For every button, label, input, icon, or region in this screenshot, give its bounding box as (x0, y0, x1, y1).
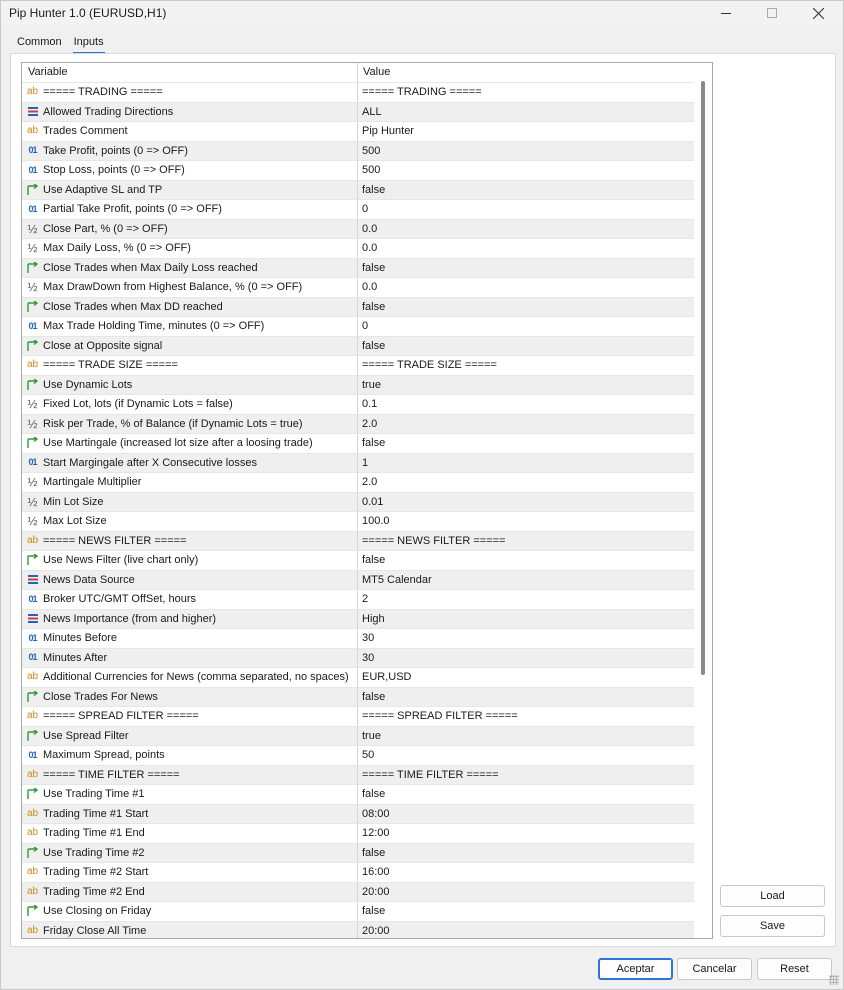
integer-type-icon: 01 (28, 164, 37, 175)
integer-type-icon: 01 (28, 320, 37, 331)
table-row[interactable] (22, 297, 694, 317)
double-type-icon: ½ (27, 280, 38, 295)
variable-cell (22, 103, 358, 122)
value-cell[interactable]: 0.0 (362, 281, 378, 294)
value-cell[interactable]: false (362, 554, 386, 567)
variable-cell (22, 493, 358, 512)
table-row[interactable] (22, 258, 694, 278)
string-type-icon: ab (26, 671, 39, 683)
table-row[interactable] (22, 316, 694, 336)
variable-cell (22, 83, 358, 102)
variable-label: Friday Close All Time (43, 924, 147, 937)
bool-type-icon (25, 690, 40, 703)
variable-label: Max DrawDown from Highest Balance, % (0 => OFF) (43, 281, 303, 294)
value-cell[interactable]: MT5 Calendar (362, 573, 432, 586)
value-cell[interactable]: ===== SPREAD FILTER ===== (362, 710, 518, 723)
value-cell[interactable]: ===== NEWS FILTER ===== (362, 534, 506, 547)
variable-cell (22, 590, 358, 609)
string-type-icon: ab (26, 86, 39, 98)
variable-cell (22, 434, 358, 453)
table-row[interactable] (22, 882, 694, 902)
variable-cell (22, 805, 358, 824)
variable-label: Close Trades For News (43, 690, 158, 703)
integer-type-icon: 01 (28, 749, 37, 760)
bool-type-icon (25, 183, 40, 196)
table-row[interactable] (22, 199, 694, 219)
variable-cell (22, 220, 358, 239)
variable-label: Use Dynamic Lots (43, 378, 133, 391)
grid-rows (22, 82, 694, 939)
double-type-icon: ½ (27, 241, 38, 256)
variable-cell (22, 727, 358, 746)
string-type-icon: ab (26, 924, 39, 936)
value-cell[interactable]: false (362, 690, 386, 703)
variable-label: Use Closing on Friday (43, 905, 152, 918)
value-cell[interactable]: false (362, 846, 386, 859)
bool-type-icon (25, 437, 40, 450)
variable-cell (22, 746, 358, 765)
bool-type-icon (25, 905, 40, 918)
table-row[interactable] (22, 765, 694, 785)
tab-bar (11, 34, 110, 54)
variable-label: Additional Currencies for News (comma separated, no spaces) (43, 671, 349, 684)
variable-label: Use Trading Time #2 (43, 846, 145, 859)
table-row[interactable] (22, 804, 694, 824)
integer-type-icon: 01 (28, 203, 37, 214)
bool-type-icon (25, 729, 40, 742)
value-cell[interactable]: ===== TRADE SIZE ===== (362, 359, 497, 372)
grid-scrollbar[interactable] (694, 63, 712, 938)
variable-label: Allowed Trading Directions (43, 105, 174, 118)
variable-cell (22, 395, 358, 414)
variable-cell (22, 298, 358, 317)
variable-cell (22, 766, 358, 785)
string-type-icon: ab (26, 710, 39, 722)
integer-type-icon: 01 (28, 593, 37, 604)
value-cell[interactable]: 0 (362, 320, 369, 333)
string-type-icon: ab (26, 768, 39, 780)
window-title: Pip Hunter 1.0 (EURUSD,H1) (9, 6, 167, 20)
variable-cell (22, 629, 358, 648)
string-type-icon: ab (26, 359, 39, 371)
table-row[interactable] (22, 277, 694, 297)
variable-cell (22, 376, 358, 395)
variable-label: Use Trading Time #1 (43, 788, 145, 801)
table-row[interactable] (22, 141, 694, 161)
enum-type-icon (25, 105, 40, 118)
value-cell[interactable]: High (362, 612, 385, 625)
variable-label: ===== TIME FILTER ===== (43, 768, 180, 781)
table-row[interactable] (22, 492, 694, 512)
value-cell[interactable]: Pip Hunter (362, 125, 414, 138)
variable-label: Minutes Before (43, 632, 117, 645)
variable-cell (22, 181, 358, 200)
double-type-icon: ½ (27, 221, 38, 236)
table-row[interactable] (22, 843, 694, 863)
value-cell[interactable]: 500 (362, 164, 381, 177)
variable-label: Broker UTC/GMT OffSet, hours (43, 593, 197, 606)
table-row[interactable] (22, 706, 694, 726)
value-cell[interactable]: 1 (362, 456, 369, 469)
table-row[interactable] (22, 82, 694, 102)
variable-label: Use Adaptive SL and TP (43, 183, 163, 196)
variable-label: Use Spread Filter (43, 729, 129, 742)
table-row[interactable] (22, 667, 694, 687)
variable-label: Risk per Trade, % of Balance (if Dynamic Lots = true) (43, 417, 303, 430)
double-type-icon: ½ (27, 494, 38, 509)
table-row[interactable] (22, 648, 694, 668)
variable-cell (22, 200, 358, 219)
integer-type-icon: 01 (28, 632, 37, 643)
value-cell[interactable]: ALL (362, 105, 382, 118)
variable-cell (22, 863, 358, 882)
value-cell[interactable]: false (362, 339, 386, 352)
variable-cell (22, 415, 358, 434)
table-row[interactable] (22, 433, 694, 453)
value-cell[interactable]: ===== TIME FILTER ===== (362, 768, 499, 781)
double-type-icon: ½ (27, 475, 38, 490)
value-cell[interactable]: 100.0 (362, 515, 390, 528)
variable-cell (22, 785, 358, 804)
variable-label: Use News Filter (live chart only) (43, 554, 199, 567)
table-row[interactable] (22, 531, 694, 551)
variable-label: Trading Time #1 Start (43, 807, 149, 820)
variable-label: Stop Loss, points (0 => OFF) (43, 164, 185, 177)
variable-label: Minutes After (43, 651, 108, 664)
table-row[interactable] (22, 414, 694, 434)
value-cell[interactable]: false (362, 300, 386, 313)
variable-label: Max Lot Size (43, 515, 107, 528)
bool-type-icon (25, 378, 40, 391)
variable-label: Take Profit, points (0 => OFF) (43, 144, 188, 157)
table-row[interactable] (22, 609, 694, 629)
variable-cell (22, 707, 358, 726)
value-cell[interactable]: 0 (362, 203, 369, 216)
value-cell[interactable]: 30 (362, 651, 375, 664)
bool-type-icon (25, 846, 40, 859)
variable-label: News Importance (from and higher) (43, 612, 217, 625)
value-cell[interactable]: false (362, 437, 386, 450)
value-cell[interactable]: 2.0 (362, 417, 378, 430)
variable-cell (22, 473, 358, 492)
variable-cell (22, 844, 358, 863)
cancel-button[interactable]: Cancelar (677, 958, 752, 980)
variable-cell (22, 512, 358, 531)
variable-label: Start Margingale after X Consecutive losses (43, 456, 257, 469)
variable-cell (22, 317, 358, 336)
integer-type-icon: 01 (28, 457, 37, 468)
variable-label: ===== TRADING ===== (43, 86, 163, 99)
table-row[interactable] (22, 238, 694, 258)
value-cell[interactable]: 500 (362, 144, 381, 157)
enum-type-icon (25, 612, 40, 625)
variable-label: ===== NEWS FILTER ===== (43, 534, 187, 547)
variable-cell (22, 259, 358, 278)
variable-label: ===== TRADE SIZE ===== (43, 359, 178, 372)
column-header-value[interactable]: Value (363, 66, 391, 78)
variable-label: Use Martingale (increased lot size after a loosing trade) (43, 437, 313, 450)
variable-label: Partial Take Profit, points (0 => OFF) (43, 203, 222, 216)
table-row[interactable] (22, 921, 694, 940)
string-type-icon: ab (26, 827, 39, 839)
accept-button[interactable]: Aceptar (598, 958, 673, 980)
variable-cell (22, 688, 358, 707)
bool-type-icon (25, 788, 40, 801)
double-type-icon: ½ (27, 416, 38, 431)
variable-cell (22, 122, 358, 141)
table-row[interactable] (22, 589, 694, 609)
variable-cell (22, 551, 358, 570)
variable-label: Max Trade Holding Time, minutes (0 => OFF) (43, 320, 265, 333)
table-row[interactable] (22, 160, 694, 180)
table-row[interactable] (22, 355, 694, 375)
variable-label: Trading Time #2 Start (43, 866, 149, 879)
table-row[interactable] (22, 180, 694, 200)
variable-label: Trading Time #1 End (43, 827, 145, 840)
table-row[interactable] (22, 570, 694, 590)
enum-type-icon (25, 573, 40, 586)
variable-cell (22, 356, 358, 375)
double-type-icon: ½ (27, 514, 38, 529)
load-button[interactable]: Load (720, 885, 825, 907)
variable-label: Close Trades when Max Daily Loss reached (43, 261, 258, 274)
table-row[interactable] (22, 784, 694, 804)
tab-common[interactable]: Common (17, 36, 62, 48)
table-row[interactable] (22, 375, 694, 395)
tab-inputs[interactable]: Inputs (68, 34, 110, 54)
save-button[interactable]: Save (720, 915, 825, 937)
variable-cell (22, 883, 358, 902)
variable-cell (22, 902, 358, 921)
variable-cell (22, 922, 358, 940)
value-cell[interactable]: false (362, 905, 386, 918)
integer-type-icon: 01 (28, 145, 37, 156)
table-row[interactable] (22, 511, 694, 531)
table-row[interactable] (22, 102, 694, 122)
variable-label: News Data Source (43, 573, 135, 586)
variable-label: ===== SPREAD FILTER ===== (43, 710, 199, 723)
resize-grip-icon[interactable] (829, 975, 839, 985)
value-cell[interactable]: EUR,USD (362, 671, 412, 684)
table-row[interactable] (22, 453, 694, 473)
variable-cell (22, 824, 358, 843)
value-cell[interactable]: false (362, 788, 386, 801)
table-row[interactable] (22, 901, 694, 921)
value-cell[interactable]: 20:00 (362, 885, 390, 898)
double-type-icon: ½ (27, 397, 38, 412)
variable-label: Trading Time #2 End (43, 885, 145, 898)
value-cell[interactable]: ===== TRADING ===== (362, 86, 482, 99)
variable-cell (22, 454, 358, 473)
variable-cell (22, 571, 358, 590)
bool-type-icon (25, 261, 40, 274)
value-cell[interactable]: 08:00 (362, 807, 390, 820)
variable-cell (22, 161, 358, 180)
string-type-icon: ab (26, 534, 39, 546)
table-row[interactable] (22, 121, 694, 141)
integer-type-icon: 01 (28, 652, 37, 663)
variable-cell (22, 278, 358, 297)
variable-label: Close at Opposite signal (43, 339, 163, 352)
grid-header (22, 63, 712, 82)
table-row[interactable] (22, 219, 694, 239)
variable-label: Close Part, % (0 => OFF) (43, 222, 168, 235)
close-button[interactable] (795, 1, 841, 25)
minimize-button[interactable] (703, 1, 749, 25)
table-row[interactable] (22, 628, 694, 648)
variable-cell (22, 610, 358, 629)
value-cell[interactable]: 20:00 (362, 924, 390, 937)
variable-label: Maximum Spread, points (43, 749, 165, 762)
table-row[interactable] (22, 336, 694, 356)
value-cell[interactable]: 30 (362, 632, 375, 645)
variable-label: Close Trades when Max DD reached (43, 300, 223, 313)
variable-label: Max Daily Loss, % (0 => OFF) (43, 242, 191, 255)
variable-cell (22, 239, 358, 258)
value-cell[interactable]: 2 (362, 593, 369, 606)
inputs-grid (21, 62, 713, 939)
value-cell[interactable]: 0.01 (362, 495, 384, 508)
table-row[interactable] (22, 394, 694, 414)
close-icon (813, 8, 824, 19)
scrollbar-thumb[interactable] (701, 81, 705, 675)
variable-cell (22, 668, 358, 687)
minimize-icon (721, 8, 731, 18)
string-type-icon: ab (26, 866, 39, 878)
maximize-icon (767, 8, 777, 18)
string-type-icon: ab (26, 885, 39, 897)
variable-cell (22, 532, 358, 551)
value-cell[interactable]: 0.0 (362, 242, 378, 255)
variable-label: Fixed Lot, lots (if Dynamic Lots = false) (43, 398, 233, 411)
value-cell[interactable]: false (362, 183, 386, 196)
value-cell[interactable]: false (362, 261, 386, 274)
variable-cell (22, 649, 358, 668)
table-row[interactable] (22, 550, 694, 570)
string-type-icon: ab (26, 807, 39, 819)
table-row[interactable] (22, 823, 694, 843)
table-row[interactable] (22, 472, 694, 492)
column-header-variable[interactable]: Variable (22, 63, 358, 82)
value-cell[interactable]: true (362, 729, 381, 742)
table-row[interactable] (22, 862, 694, 882)
string-type-icon: ab (26, 125, 39, 137)
bool-type-icon (25, 300, 40, 313)
variable-cell (22, 337, 358, 356)
value-cell[interactable]: 2.0 (362, 476, 378, 489)
variable-label: Martingale Multiplier (43, 476, 142, 489)
table-row[interactable] (22, 726, 694, 746)
title-bar[interactable] (1, 1, 843, 25)
bool-type-icon (25, 339, 40, 352)
reset-button[interactable]: Reset (757, 958, 832, 980)
value-cell[interactable]: 0.0 (362, 222, 378, 235)
maximize-button[interactable] (749, 1, 795, 25)
value-cell[interactable]: true (362, 378, 381, 391)
table-row[interactable] (22, 687, 694, 707)
variable-cell (22, 142, 358, 161)
variable-label: Min Lot Size (43, 495, 104, 508)
value-cell[interactable]: 0.1 (362, 398, 378, 411)
value-cell[interactable]: 12:00 (362, 827, 390, 840)
value-cell[interactable]: 16:00 (362, 866, 390, 879)
value-cell[interactable]: 50 (362, 749, 375, 762)
variable-label: Trades Comment (43, 125, 128, 138)
bool-type-icon (25, 554, 40, 567)
table-row[interactable] (22, 745, 694, 765)
